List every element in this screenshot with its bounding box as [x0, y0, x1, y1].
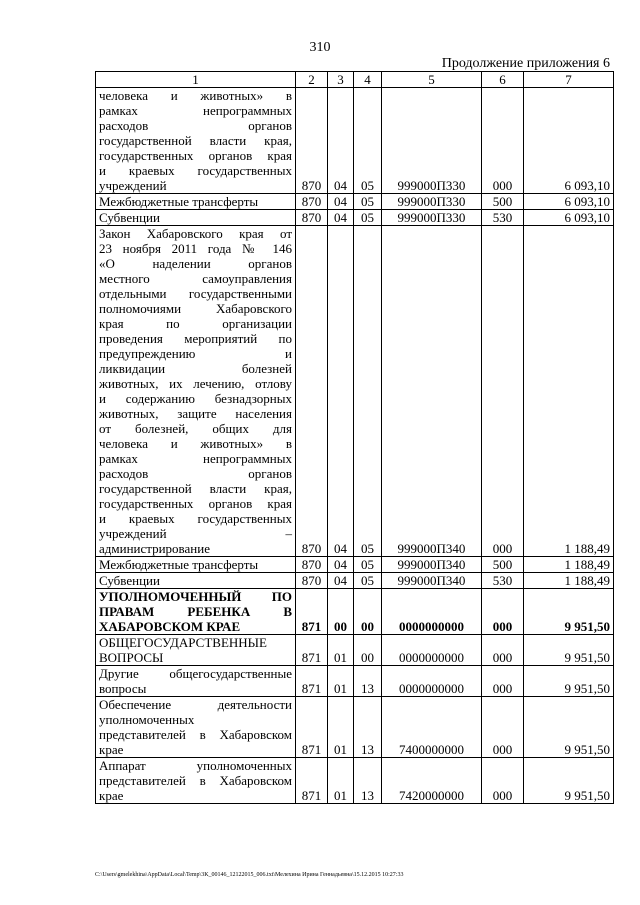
row-amount: 6 093,10 — [524, 210, 614, 226]
row-ministry-code: 870 — [296, 557, 328, 573]
row-name-line: ОБЩЕГОСУДАРСТВЕННЫЕ — [99, 635, 267, 650]
row-subsection-code: 00 — [354, 589, 382, 635]
row-name-line: местного самоуправления — [99, 271, 292, 286]
row-name-line: Аппарат уполномоченных — [99, 758, 292, 773]
row-name-line: 23 ноября 2011 года № 146 — [99, 241, 292, 256]
row-name-line: края по организации — [99, 316, 292, 331]
row-expense-type: 500 — [482, 557, 524, 573]
row-amount: 9 951,50 — [524, 697, 614, 758]
row-expense-type: 530 — [482, 573, 524, 589]
row-name — [96, 557, 296, 573]
row-name-line: крае — [99, 742, 124, 757]
table-row — [96, 226, 614, 557]
table-row — [96, 88, 614, 194]
header-col-2: 2 — [296, 72, 328, 88]
row-name-line: расходов органов — [99, 118, 292, 133]
row-name-line: представителей в Хабаровском — [99, 727, 292, 742]
row-subsection-code: 05 — [354, 226, 382, 557]
row-name-line: отдельными государственными — [99, 286, 292, 301]
row-name-line: вопросы — [99, 681, 147, 696]
table-row — [96, 194, 614, 210]
row-name-line: предупреждению и — [99, 346, 292, 361]
row-name-line: уполномоченных — [99, 712, 195, 727]
row-name-line: ПРАВАМ РЕБЕНКА В — [99, 604, 292, 619]
row-amount: 6 093,10 — [524, 88, 614, 194]
row-name-line: Другие общегосударственные — [99, 666, 292, 681]
row-target-article: 999000П340 — [382, 226, 482, 557]
row-ministry-code: 871 — [296, 635, 328, 666]
header-col-1: 1 — [96, 72, 296, 88]
row-name-line: УПОЛНОМОЧЕННЫЙ ПО — [99, 589, 292, 604]
row-target-article: 999000П330 — [382, 88, 482, 194]
row-name — [96, 194, 296, 210]
row-name — [96, 589, 296, 635]
row-subsection-code: 13 — [354, 758, 382, 804]
row-target-article: 0000000000 — [382, 589, 482, 635]
row-subsection-code: 05 — [354, 88, 382, 194]
row-ministry-code: 871 — [296, 758, 328, 804]
row-name-line: учреждений – — [99, 526, 292, 541]
row-name-line: рамках непрограммных — [99, 451, 292, 466]
row-amount: 9 951,50 — [524, 666, 614, 697]
row-expense-type: 000 — [482, 697, 524, 758]
row-name-line: учреждений — [99, 178, 167, 193]
document-footer-path: C:\Users\gmelekhina\AppData\Local\Temp\3K_00146_12122015_006.txt\Мелехина Ирина Геннадьевна\15.12.2015 10:27:33 — [95, 872, 404, 878]
row-section-code: 00 — [328, 589, 354, 635]
table-row — [96, 589, 614, 635]
header-col-3: 3 — [328, 72, 354, 88]
row-name-line: государственных органов края — [99, 496, 292, 511]
header-col-7: 7 — [524, 72, 614, 88]
continuation-label: Продолжение приложения 6 — [441, 56, 610, 71]
row-name-line: крае — [99, 788, 124, 803]
row-subsection-code: 13 — [354, 697, 382, 758]
row-section-code: 04 — [328, 210, 354, 226]
table-header-row — [96, 72, 614, 88]
row-name-line: ликвидации болезней — [99, 361, 292, 376]
row-amount: 6 093,10 — [524, 194, 614, 210]
row-target-article: 0000000000 — [382, 666, 482, 697]
row-name-line: животных, их лечению, отлову — [99, 376, 292, 391]
header-col-6: 6 — [482, 72, 524, 88]
row-section-code: 01 — [328, 666, 354, 697]
row-amount: 9 951,50 — [524, 635, 614, 666]
row-target-article: 7420000000 — [382, 758, 482, 804]
row-name — [96, 697, 296, 758]
table-row — [96, 573, 614, 589]
row-name-line: Субвенции — [99, 210, 160, 225]
row-ministry-code: 870 — [296, 88, 328, 194]
row-name — [96, 226, 296, 557]
row-expense-type: 000 — [482, 666, 524, 697]
page-number: 310 — [309, 40, 331, 55]
row-name-line: животных, защите населения — [99, 406, 292, 421]
row-section-code: 04 — [328, 194, 354, 210]
table-row — [96, 666, 614, 697]
row-subsection-code: 05 — [354, 557, 382, 573]
row-subsection-code: 05 — [354, 573, 382, 589]
row-target-article: 999000П330 — [382, 210, 482, 226]
row-section-code: 04 — [328, 226, 354, 557]
row-expense-type: 000 — [482, 589, 524, 635]
row-section-code: 01 — [328, 635, 354, 666]
row-name-line: от болезней, общих для — [99, 421, 292, 436]
row-name-line: государственной власти края, — [99, 133, 292, 148]
row-name-line: расходов органов — [99, 466, 292, 481]
row-name — [96, 88, 296, 194]
row-name-line: и содержанию безнадзорных — [99, 391, 292, 406]
row-name-line: ВОПРОСЫ — [99, 650, 164, 665]
row-name-line: и краевых государственных — [99, 511, 292, 526]
header-col-4: 4 — [354, 72, 382, 88]
row-ministry-code: 870 — [296, 210, 328, 226]
row-name-line: проведения мероприятий по — [99, 331, 292, 346]
row-subsection-code: 05 — [354, 194, 382, 210]
row-ministry-code: 870 — [296, 226, 328, 557]
row-name-line: Межбюджетные трансферты — [99, 194, 259, 209]
row-expense-type: 500 — [482, 194, 524, 210]
row-name-line: представителей в Хабаровском — [99, 773, 292, 788]
row-name — [96, 210, 296, 226]
row-subsection-code: 13 — [354, 666, 382, 697]
row-ministry-code: 870 — [296, 194, 328, 210]
row-name — [96, 635, 296, 666]
row-ministry-code: 871 — [296, 697, 328, 758]
row-expense-type: 000 — [482, 758, 524, 804]
row-name-line: Обеспечение деятельности — [99, 697, 292, 712]
row-expense-type: 530 — [482, 210, 524, 226]
row-amount: 1 188,49 — [524, 573, 614, 589]
row-expense-type: 000 — [482, 88, 524, 194]
row-target-article: 999000П340 — [382, 557, 482, 573]
table-row — [96, 210, 614, 226]
row-target-article: 7400000000 — [382, 697, 482, 758]
row-amount: 9 951,50 — [524, 758, 614, 804]
row-section-code: 01 — [328, 697, 354, 758]
row-name-line: Субвенции — [99, 573, 160, 588]
row-subsection-code: 00 — [354, 635, 382, 666]
row-name-line: рамках непрограммных — [99, 103, 292, 118]
row-name-line: ХАБАРОВСКОМ КРАЕ — [99, 619, 241, 634]
row-expense-type: 000 — [482, 226, 524, 557]
row-ministry-code: 870 — [296, 573, 328, 589]
row-ministry-code: 871 — [296, 589, 328, 635]
row-name — [96, 573, 296, 589]
row-name-line: «О наделении органов — [99, 256, 292, 271]
table-row — [96, 557, 614, 573]
row-name-line: государственных органов края — [99, 148, 292, 163]
table-row — [96, 697, 614, 758]
row-target-article: 999000П340 — [382, 573, 482, 589]
row-ministry-code: 871 — [296, 666, 328, 697]
row-name-line: человека и животных» в — [99, 88, 292, 103]
row-name — [96, 758, 296, 804]
budget-table — [95, 71, 614, 804]
row-target-article: 999000П330 — [382, 194, 482, 210]
header-col-5: 5 — [382, 72, 482, 88]
row-name-line: Межбюджетные трансферты — [99, 557, 259, 572]
row-expense-type: 000 — [482, 635, 524, 666]
row-name-line: полномочиями Хабаровского — [99, 301, 292, 316]
row-section-code: 04 — [328, 557, 354, 573]
row-section-code: 04 — [328, 88, 354, 194]
row-amount: 1 188,49 — [524, 226, 614, 557]
table-row — [96, 635, 614, 666]
row-subsection-code: 05 — [354, 210, 382, 226]
row-name-line: Закон Хабаровского края от — [99, 226, 292, 241]
table-row — [96, 758, 614, 804]
row-name-line: администрирование — [99, 541, 210, 556]
row-name-line: человека и животных» в — [99, 436, 292, 451]
row-section-code: 04 — [328, 573, 354, 589]
row-name — [96, 666, 296, 697]
row-amount: 9 951,50 — [524, 589, 614, 635]
row-amount: 1 188,49 — [524, 557, 614, 573]
row-section-code: 01 — [328, 758, 354, 804]
row-name-line: и краевых государственных — [99, 163, 292, 178]
row-target-article: 0000000000 — [382, 635, 482, 666]
row-name-line: государственной власти края, — [99, 481, 292, 496]
